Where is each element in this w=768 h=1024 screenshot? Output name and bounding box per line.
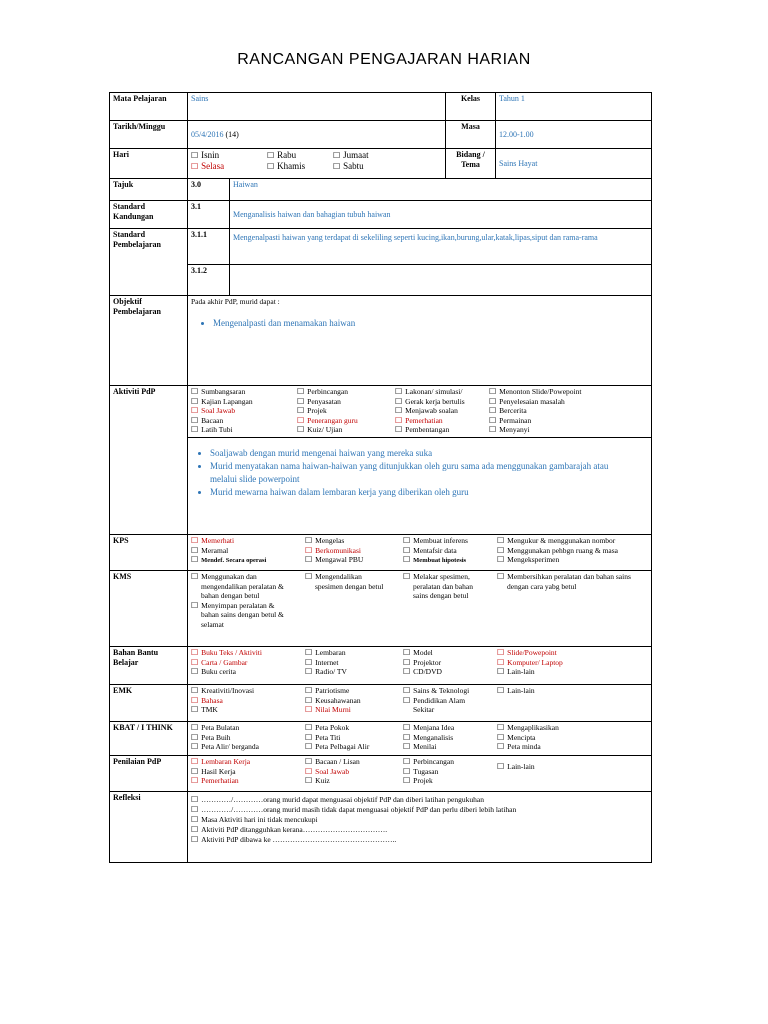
penilaian-option[interactable]: ☐ Tugasan (403, 767, 493, 777)
aktiviti-notes (188, 438, 651, 499)
objektif-content (188, 296, 652, 386)
tajuk-value: Haiwan (230, 179, 652, 201)
emk-option[interactable]: ☐ Bahasa (191, 696, 301, 706)
bahan-option[interactable]: ☐ Projektor (403, 658, 493, 668)
aktiviti-note: • Murid menyatakan nama haiwan-haiwan yang ditunjukkan oleh guru sama ada menggunakan gambarajah atau melalui slide powerpoint (210, 460, 621, 486)
kbat-option[interactable]: ☐ Peta minda (497, 742, 648, 752)
kelas-label: Kelas (446, 93, 496, 121)
penilaian-option[interactable]: ☐ Lembaran Kerja (191, 757, 301, 767)
kps-option[interactable]: ☐ Mengukur & menggunakan nombor (497, 536, 648, 546)
emk-option[interactable]: ☐ Kreativiti/Inovasi (191, 686, 301, 696)
bahan-option[interactable]: ☐ Buku cerita (191, 667, 301, 677)
kbat-option[interactable]: ☐ Peta Bulatan (191, 723, 301, 733)
kms-options (191, 572, 648, 630)
penilaian-option[interactable]: ☐ Hasil Kerja (191, 767, 301, 777)
row-refleksi (110, 792, 652, 863)
aktiviti-option[interactable]: ☐ Penerangan guru (297, 416, 391, 426)
standard-pembelajaran-num-2: 3.1.2 (188, 265, 230, 296)
aktiviti-option[interactable]: ☐ Sumbangsaran (191, 387, 293, 397)
aktiviti-option[interactable]: ☐ Kuiz/ Ujian (297, 425, 391, 435)
row-hari (110, 149, 652, 179)
hari-option-jumaat[interactable]: ☐ Jumaat (333, 150, 442, 161)
aktiviti-options (188, 386, 651, 438)
row-standard-pembelajaran-1 (110, 229, 652, 265)
aktiviti-option[interactable]: ☐ Projek (297, 406, 391, 416)
kbat-option[interactable]: ☐ Peta Pokok (305, 723, 399, 733)
kbat-option[interactable]: ☐ Peta Buih (191, 733, 301, 743)
row-standard-pembelajaran-2 (110, 265, 652, 296)
mata-pelajaran-label: Mata Pelajaran (110, 93, 188, 121)
hari-option-rabu[interactable]: ☐ Rabu (267, 150, 333, 161)
row-bahan (110, 647, 652, 685)
penilaian-option[interactable]: ☐ Kuiz (305, 776, 399, 786)
kps-option[interactable]: ☐ Membuat hipotesis (403, 555, 493, 566)
kps-options (191, 536, 648, 566)
standard-kandungan-num: 3.1 (188, 201, 230, 229)
emk-option[interactable]: ☐ Keusahawanan (305, 696, 399, 706)
row-aktiviti (110, 386, 652, 535)
bahan-option[interactable]: ☐ Buku Teks / Aktiviti (191, 648, 301, 658)
penilaian-content (188, 756, 652, 792)
kbat-option[interactable]: ☐ Peta Titi (305, 733, 399, 743)
kps-option[interactable]: ☐ Meramal (191, 546, 301, 556)
penilaian-option[interactable]: ☐ Projek (403, 776, 493, 786)
aktiviti-note: • Murid mewarna haiwan dalam lembaran kerja yang diberikan oleh guru (210, 486, 621, 499)
page-title: RANCANGAN PENGAJARAN HARIAN (237, 51, 531, 68)
kbat-option[interactable]: ☐ Menilai (403, 742, 493, 752)
aktiviti-note: • Soaljawab dengan murid mengenai haiwan yang mereka suka (210, 447, 621, 460)
kbat-option[interactable]: ☐ Peta Pelbagai Alir (305, 742, 399, 752)
standard-kandungan-value: Menganalisis haiwan dan bahagian tubuh haiwan (230, 201, 652, 229)
tajuk-num: 3.0 (188, 179, 230, 201)
emk-option[interactable]: ☐ TMK (191, 705, 301, 715)
emk-option[interactable]: ☐ Nilai Murni (305, 705, 399, 715)
row-kms (110, 571, 652, 647)
emk-option[interactable]: ☐ Pendidikan Alam Sekitar (403, 696, 483, 715)
aktiviti-option[interactable]: ☐ Menjawab soalan (395, 406, 485, 416)
bahan-option[interactable]: ☐ Slide/Powepoint (497, 648, 648, 658)
aktiviti-option[interactable]: ☐ Menyanyi (489, 425, 648, 435)
bahan-option[interactable]: ☐ Carta / Gambar (191, 658, 301, 668)
aktiviti-option[interactable]: ☐ Bercerita (489, 406, 648, 416)
bidang-label: Bidang / Tema (446, 149, 496, 179)
penilaian-option[interactable]: ☐ Perbincangan (403, 757, 493, 767)
objektif-intro: Pada akhir PdP, murid dapat : (191, 297, 280, 306)
standard-pembelajaran-label: Standard Pembelajaran (110, 229, 188, 296)
refleksi-line[interactable]: ☐ Aktiviti PdP ditangguhkan kerana……………………………. (191, 825, 648, 835)
kbat-option[interactable]: ☐ Mencipta (497, 733, 648, 743)
masa-label: Masa (446, 121, 496, 149)
emk-content (188, 685, 652, 722)
aktiviti-option[interactable]: ☐ Permainan (489, 416, 648, 426)
bahan-option[interactable]: ☐ CD/DVD (403, 667, 493, 677)
emk-option[interactable]: ☐ Lain-lain (497, 686, 648, 696)
tarikh-week: (14) (223, 129, 239, 139)
kps-option[interactable]: ☐ Menggunakan pehbgn ruang & masa (497, 546, 648, 556)
kps-option[interactable]: ☐ Memerhati (191, 536, 301, 546)
tarikh-value (188, 121, 446, 149)
kps-option[interactable]: ☐ Berkomunikasi (305, 546, 399, 556)
bahan-label: Bahan Bantu Belajar (110, 647, 188, 685)
kbat-option[interactable]: ☐ Peta Alir/ berganda (191, 742, 301, 752)
aktiviti-content (188, 386, 652, 535)
kps-option[interactable]: ☐ Mendef. Secara operasi (191, 555, 301, 566)
kbat-option[interactable]: ☐ Menjana Idea (403, 723, 493, 733)
hari-option-sabtu[interactable]: ☐ Sabtu (333, 161, 442, 172)
kps-option[interactable]: ☐ Mengeksperimen (497, 555, 648, 566)
hari-options (188, 149, 446, 179)
kms-content (188, 571, 652, 647)
aktiviti-label: Aktiviti PdP (110, 386, 188, 535)
lesson-plan-table (109, 92, 652, 863)
aktiviti-option[interactable]: ☐ Pembentangan (395, 425, 485, 435)
kbat-label: KBAT / I THINK (110, 722, 188, 756)
kms-label: KMS (110, 571, 188, 647)
bahan-option[interactable]: ☐ Lain-lain (497, 667, 648, 677)
kms-option[interactable]: ☐ Menggunakan dan mengendalikan peralatan & bahan dengan betul (191, 572, 289, 601)
kps-option[interactable]: ☐ Membuat inferens (403, 536, 493, 546)
standard-pembelajaran-num-1: 3.1.1 (188, 229, 230, 265)
row-kbat (110, 722, 652, 756)
objektif-item: • Mengenalpasti dan menamakan haiwan (213, 317, 648, 330)
bahan-option[interactable]: ☐ Model (403, 648, 493, 658)
kbat-option[interactable]: ☐ Menganalisis (403, 733, 493, 743)
penilaian-label: Penilaian PdP (110, 756, 188, 792)
aktiviti-option[interactable]: ☐ Menonton Slide/Powepoint (489, 387, 648, 397)
standard-pembelajaran-value-2 (230, 265, 652, 296)
bahan-option[interactable]: ☐ Internet (305, 658, 399, 668)
objektif-label: Objektif Pembelajaran (110, 296, 188, 386)
hari-option-isnin[interactable]: ☐ Isnin (191, 150, 267, 161)
aktiviti-option[interactable]: ☐ Lakonan/ simulasi/ (395, 387, 485, 397)
kms-option[interactable]: ☐ Mengendalikan spesimen dengan betul (305, 572, 385, 591)
bidang-value: Sains Hayat (496, 149, 652, 179)
kps-option[interactable]: ☐ Mengawal PBU (305, 555, 399, 566)
refleksi-label: Refleksi (110, 792, 188, 863)
row-objektif (110, 296, 652, 386)
kps-content (188, 535, 652, 571)
kbat-options (191, 723, 648, 752)
kps-option[interactable]: ☐ Mengelas (305, 536, 399, 546)
refleksi-line[interactable]: ☐ …………/…………orang murid dapat menguasai objektif PdP dan diberi latihan pengukuhan (191, 795, 648, 805)
penilaian-option[interactable]: ☐ Pemerhatian (191, 776, 301, 786)
bahan-content (188, 647, 652, 685)
aktiviti-option[interactable]: ☐ Perbincangan (297, 387, 391, 397)
emk-label: EMK (110, 685, 188, 722)
tarikh-label: Tarikh/Minggu (110, 121, 188, 149)
row-emk (110, 685, 652, 722)
kbat-option[interactable]: ☐ Mengaplikasikan (497, 723, 648, 733)
bahan-option[interactable]: ☐ Radio/ TV (305, 667, 399, 677)
tajuk-label: Tajuk (110, 179, 188, 201)
kms-option[interactable]: ☐ Melakar spesimen, peralatan dan bahan sains dengan betul (403, 572, 475, 601)
kms-option[interactable]: ☐ Menyimpan peralatan & bahan sains dengan betul & selamat (191, 601, 289, 630)
kbat-content (188, 722, 652, 756)
hari-label: Hari (110, 149, 188, 179)
hari-option-selasa[interactable]: ☐ Selasa (191, 161, 267, 172)
penilaian-option[interactable]: ☐ Bacaan / Lisan (305, 757, 399, 767)
row-kps (110, 535, 652, 571)
penilaian-option[interactable]: ☐ Soal Jawab (305, 767, 399, 777)
aktiviti-option[interactable]: ☐ Bacaan (191, 416, 293, 426)
tarikh-date: 05/4/2016 (191, 129, 224, 139)
bahan-options (191, 648, 648, 677)
emk-options (191, 686, 648, 715)
row-tarikh (110, 121, 652, 149)
refleksi-lines (191, 793, 648, 845)
refleksi-line[interactable]: ☐ Aktiviti PdP dibawa ke ………………………………………….. (191, 835, 648, 845)
aktiviti-option[interactable]: ☐ Penyelesaian masalah (489, 397, 648, 407)
hari-option-khamis[interactable]: ☐ Khamis (267, 161, 333, 172)
row-tajuk (110, 179, 652, 201)
emk-option[interactable]: ☐ Sains & Teknologi (403, 686, 493, 696)
refleksi-content (188, 792, 652, 863)
refleksi-line[interactable]: ☐ …………/…………orang murid masih tidak dapat menguasai objektif PdP dan perlu diberi lebih latihan (191, 805, 648, 815)
row-standard-kandungan (110, 201, 652, 229)
row-mata-pelajaran (110, 93, 652, 121)
masa-value: 12.00-1.00 (496, 121, 652, 149)
aktiviti-option[interactable]: ☐ Latih Tubi (191, 425, 293, 435)
kelas-value: Tahun 1 (496, 93, 652, 121)
refleksi-line[interactable]: ☐ Masa Aktiviti hari ini tidak mencukupi (191, 815, 648, 825)
penilaian-option[interactable]: ☐ Lain-lain (497, 757, 648, 772)
kps-label: KPS (110, 535, 188, 571)
aktiviti-option[interactable]: ☐ Soal Jawab (191, 406, 293, 416)
bahan-option[interactable]: ☐ Komputer/ Laptop (497, 658, 648, 668)
penilaian-options (191, 757, 648, 786)
standard-kandungan-label: Standard Kandungan (110, 201, 188, 229)
aktiviti-option[interactable]: ☐ Kajian Lapangan (191, 397, 293, 407)
mata-pelajaran-value: Sains (188, 93, 446, 121)
standard-pembelajaran-value-1: Mengenalpasti haiwan yang terdapat di sekeliling seperti kucing,ikan,burung,ular,katak,lipas,siput dan rama-rama (230, 229, 652, 265)
emk-option[interactable]: ☐ Patriotisme (305, 686, 399, 696)
aktiviti-option[interactable]: ☐ Penyasatan (297, 397, 391, 407)
kms-option[interactable]: ☐ Membersihkan peralatan dan bahan sains dengan cara yabg betul (497, 572, 648, 591)
aktiviti-option[interactable]: ☐ Gerak kerja bertulis (395, 397, 485, 407)
row-penilaian (110, 756, 652, 792)
aktiviti-option[interactable]: ☐ Pemerhatian (395, 416, 485, 426)
kps-option[interactable]: ☐ Mentafsir data (403, 546, 493, 556)
bahan-option[interactable]: ☐ Lembaran (305, 648, 399, 658)
